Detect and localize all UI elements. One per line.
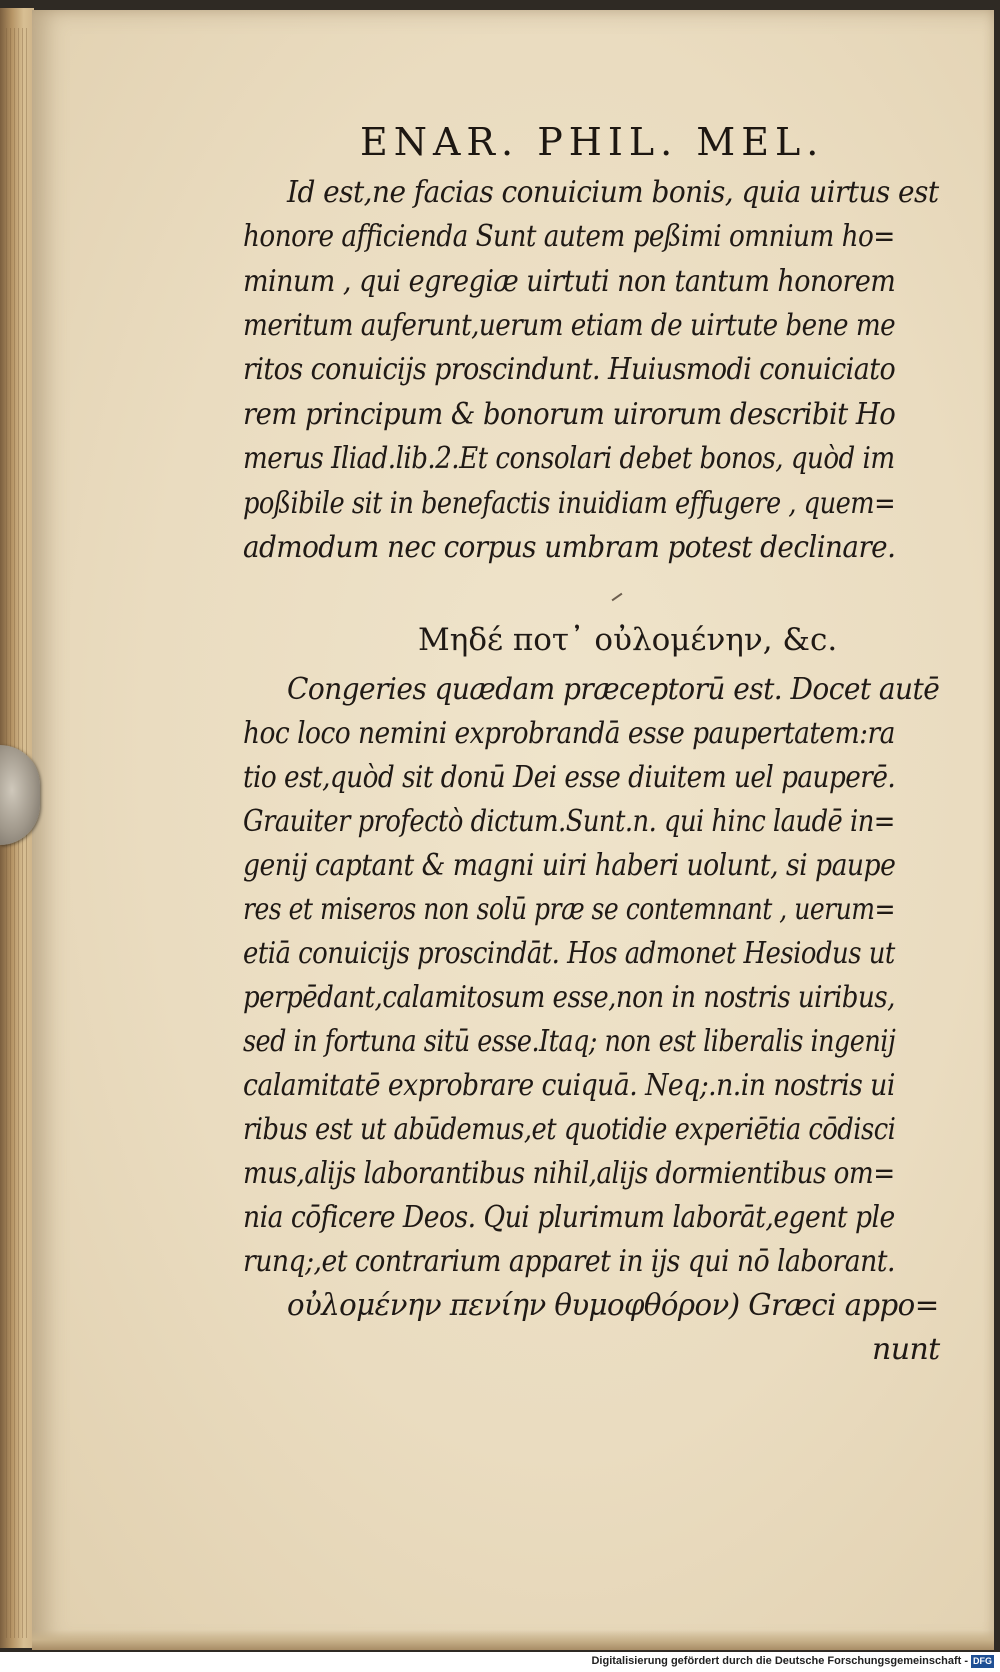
text-line: runq;,et contrarium apparet in ijs qui nō laborant. — [243, 1244, 895, 1279]
text-line: calamitatē exprobrare cuiquā. Neq;.n.in nostris ui — [243, 1068, 895, 1103]
catchword: nunt — [872, 1332, 940, 1367]
text-line: res et miseros non solū præ se contemnant , uerum= — [243, 892, 895, 927]
text-line: perpēdant,calamitosum esse,non in nostris uiribus, — [243, 980, 895, 1015]
text-line: genij captant & magni uiri haberi uolunt, si paupe — [243, 848, 896, 883]
text-line: honore afficienda Sunt autem peßimi omnium ho= — [243, 219, 895, 254]
text-line: Congeries quædam præceptorū est. Docet autē — [287, 672, 940, 707]
text-line: sed in fortuna sitū esse.Itaq; non est liberalis ingenij — [243, 1024, 896, 1059]
text-line: Grauiter profectò dictum.Sunt.n. qui hinc laudē in= — [243, 804, 895, 839]
page-bottom-edge — [32, 1630, 994, 1650]
running-header: ENAR. PHIL. MEL. — [360, 120, 825, 164]
greek-lemma-heading: Μηδέ ποτ᾽ οὐλομένην, &c. — [418, 622, 838, 658]
funding-credit: Digitalisierung gefördert durch die Deutsche Forschungsgemeinschaft - — [591, 1655, 968, 1667]
text-line: ritos conuicijs proscindunt. Huiusmodi conuiciato — [243, 352, 896, 387]
text-line: ribus est ut abūdemus,et quotidie experiētia cōdisci — [243, 1112, 896, 1147]
text-line: meritum auferunt,uerum etiam de uirtute bene me — [243, 308, 896, 343]
dfg-logo: DFG — [973, 1656, 992, 1666]
text-line: rem principum & bonorum uirorum describit Ho — [243, 397, 896, 432]
text-line: etiā conuicijs proscindāt. Hos admonet Hesiodus ut — [243, 936, 895, 971]
text-line: οὐλομένην πενίην θυμοφθόρον) Græci appo= — [287, 1288, 939, 1323]
text-line: poßibile sit in benefactis inuidiam effugere , quem= — [243, 486, 896, 521]
text-line: tio est,quòd sit donū Dei esse diuitem uel pauperē. — [243, 760, 896, 795]
text-line: admodum nec corpus umbram potest declinare. — [243, 530, 896, 565]
text-line: minum , qui egregiæ uirtuti non tantum honorem — [243, 264, 896, 299]
text-line: merus Iliad.lib.2.Et consolari debet bonos, quòd im — [243, 441, 895, 476]
text-line: nia cōficere Deos. Qui plurimum laborāt,egent ple — [243, 1200, 895, 1235]
text-line: hoc loco nemini exprobrandā esse paupertatem:ra — [243, 716, 895, 751]
text-line: Id est,ne facias conuicium bonis, quia uirtus est — [287, 175, 939, 210]
text-line: mus,alijs laborantibus nihil,alijs dormientibus om= — [243, 1156, 895, 1191]
